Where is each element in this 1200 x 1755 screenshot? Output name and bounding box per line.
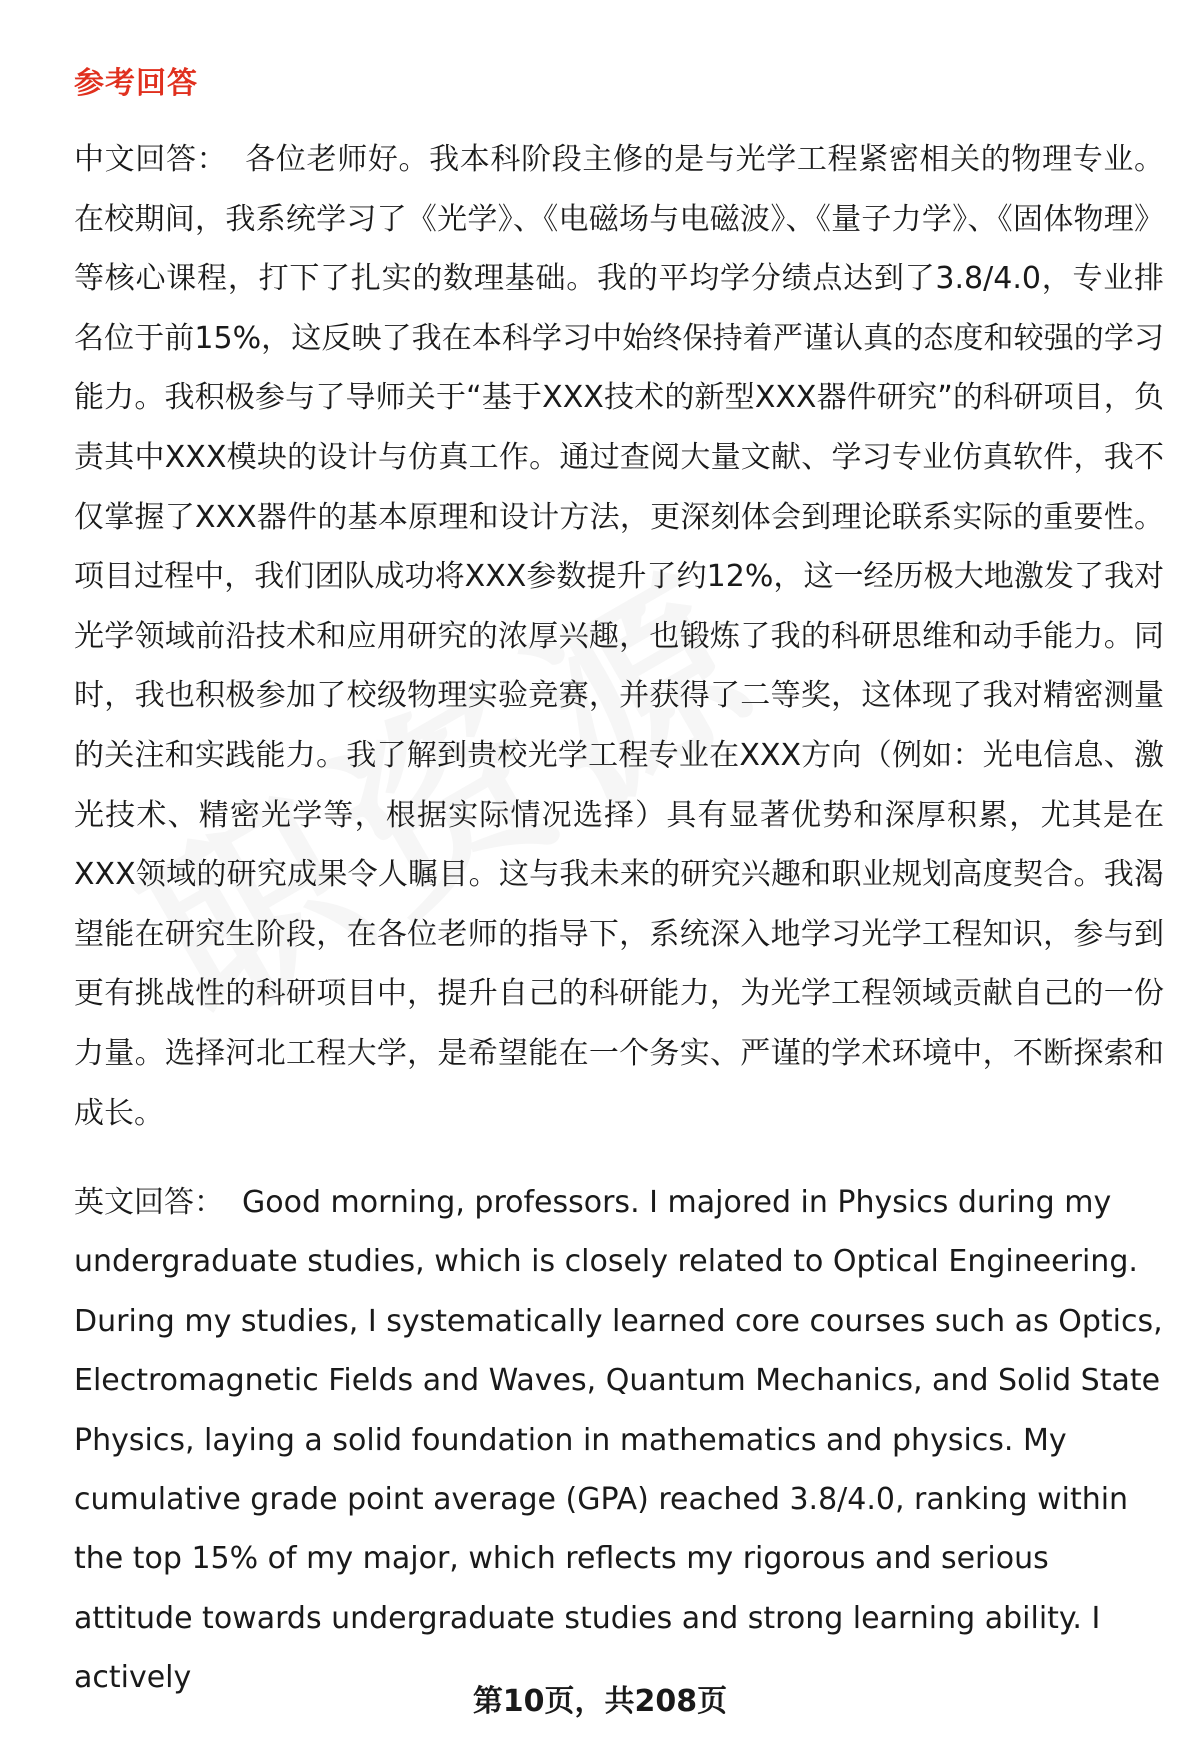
english-answer-paragraph [74, 1173, 1174, 1708]
page-number-footer: 第10页，共208页 [472, 1684, 728, 1719]
chinese-answer-paragraph [74, 130, 1164, 1143]
chinese-answer-text: 各位老师好。我本科阶段主修的是与光学工程紧密相关的物理专业。在校期间，我系统学习了《光学》、《电磁场与电磁波》、《量子力学》、《固体物理》等核心课程，打下了扎实的数理基础。我的平均学分绩点达到了3.8/4.0，专业排名位于前15%，这反映了我在本科学习中始终保持着严谨认真的态度和较强的学习能力。我积极参与了导师关于“基于XXX技术的新型XXX器件研究”的科研项目，负责其中XXX模块的设计与仿真工作。通过查阅大量文献、学习专业仿真软件，我不仅掌握了XXX器件的基本原理和设计方法，更深刻体会到理论联系实际的重要性。项目过程中，我们团队成功将XXX参数提升了约12%，这一经历极大地激发了我对光学领域前沿技术和应用研究的浓厚兴趣，也锻炼了我的科研思维和动手能力。同时，我也积极参加了校级物理实验竞赛，并获得了二等奖，这体现了我对精密测量的关注和实践能力。我了解到贵校光学工程专业在XXX方向（例如：光电信息、激光技术、精密光学等，根据实际情况选择）具有显著优势和深厚积累，尤其是在XXX领域的研究成果令人瞩目。这与我未来的研究兴趣和职业规划高度契合。我渴望能在研究生阶段，在各位老师的指导下，系统深入地学习光学工程知识，参与到更有挑战性的科研项目中，提升自己的科研能力，为光学工程领域贡献自己的一份力量。选择河北工程大学，是希望能在一个务实、严谨的学术环境中，不断探索和成长。 [74, 142, 1165, 1131]
chinese-answer-label: 中文回答： [74, 142, 228, 177]
english-answer-text: Good morning, professors. I majored in Physics during my undergraduate studies, which is closely related to Optical Engineering. During my studies, I systematically learned core courses such as Optics, Electromagnetic Fields and Waves, Quantum Mechanics, and Solid State Physics, laying a solid foundation in mathematics and physics. My cumulative grade point average (GPA) reached 3.8/4.0, ranking within the top 15% of my major, which reflects my rigorous and serious attitude towards undergraduate studies and strong learning ability. I actively [74, 1185, 1163, 1696]
english-answer-label: 英文回答： [74, 1185, 224, 1220]
section-heading: 参考回答 [74, 66, 198, 101]
